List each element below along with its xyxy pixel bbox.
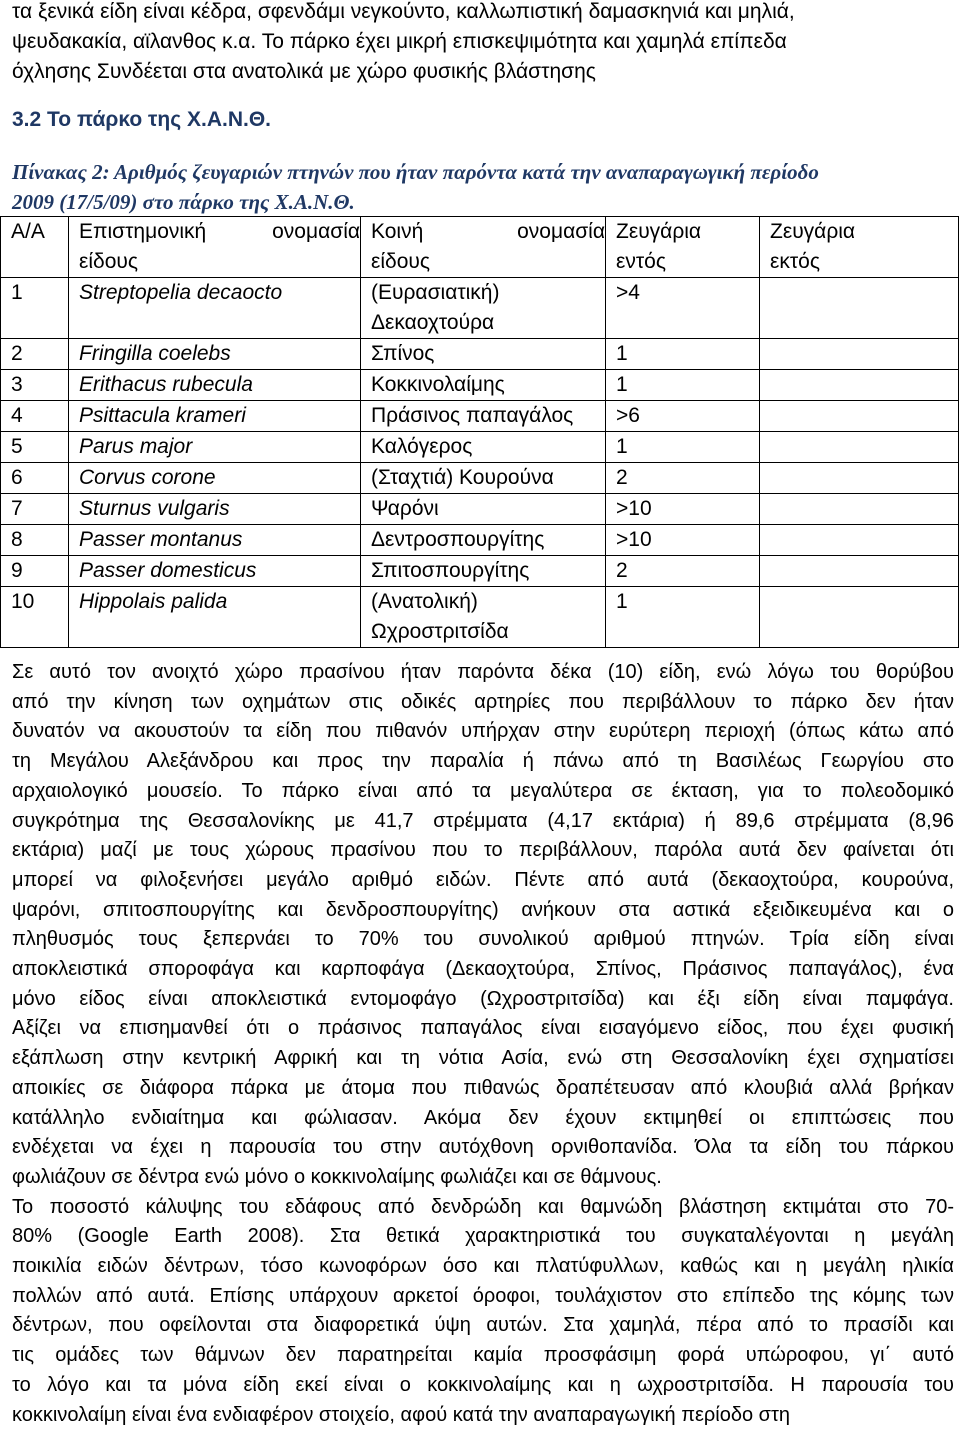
- body-line: ποικιλία ειδών δέντρων, τόσο κωνοφόρων όσο και πλατύφυλλων, καθώς και η μεγάλη ηλικία: [12, 1255, 954, 1278]
- cell-common-name: [361, 401, 606, 432]
- table-row: [1, 401, 959, 432]
- cell-pairs-inside: [606, 278, 760, 339]
- body-line: πληθυσμός τους ξεπερνάει το 70% του συνολικού αριθμού πτηνών. Τρία είδη είναι: [12, 928, 954, 951]
- cell-common-name: [361, 339, 606, 370]
- cell-aa: [1, 432, 69, 463]
- cell-aa: [1, 339, 69, 370]
- body-line: τη Μεγάλου Αλεξάνδρου και προς την παραλία ή πάνω από τη Βασιλέως Γεωργίου στο: [12, 750, 954, 773]
- header-common-line1: Κοινή ονομασία: [371, 220, 605, 243]
- cell-aa: [1, 587, 69, 648]
- cell-scientific-name: [69, 339, 361, 370]
- body-line: κατάλληλο ενδιαίτημα και φώλιασαν. Ακόμα δεν έχουν εκτιμηθεί οι επιπτώσεις που: [12, 1106, 954, 1129]
- cell-scientific-name-text: Corvus corone: [79, 466, 216, 489]
- cell-pairs-inside: [606, 494, 760, 525]
- cell-pairs-outside: [760, 556, 959, 587]
- cell-pairs-inside: [606, 401, 760, 432]
- cell-aa-text: 7: [11, 497, 23, 520]
- cell-common-name-text: Σπιτοσπουργίτης: [371, 559, 530, 582]
- cell-scientific-name: [69, 370, 361, 401]
- cell-scientific-name: [69, 494, 361, 525]
- body-line: από την κίνηση των οχημάτων στις οδικές αρτηρίες που περιβάλλουν το πάρκο δεν ήταν: [12, 690, 954, 713]
- intro-line-2: ψευδακακία, αϊλανθος κ.α. Το πάρκο έχει μικρή επισκεψιμότητα και χαμηλά επίπεδα: [12, 30, 787, 53]
- cell-aa: [1, 370, 69, 401]
- cell-pairs-inside-text: >6: [616, 404, 640, 427]
- table-caption-line-1: Πίνακας 2: Αριθμός ζευγαριών πτηνών που ήταν παρόντα κατά την αναπαραγωγική περίοδο: [12, 160, 819, 184]
- cell-scientific-name: [69, 587, 361, 648]
- body-paragraphs: [12, 658, 954, 1430]
- body-line: ψαρόνι, σπιτοσπουργίτης και δενδροσπουργίτης) ανήκουν στα αστικά εξειδικευμένα και ο: [12, 898, 954, 921]
- body-line: δέντρων, που οφείλονται στα διαφορετικά ύψη αυτών. Στα χαμηλά, πέρα από το πρασίδι και: [12, 1314, 954, 1337]
- body-line: Αξίζει να επισημανθεί ότι ο πράσινος παπαγάλος είναι εισαγόμενο είδος, που έχει φυσική: [12, 1017, 954, 1040]
- body-line: εκτάρια) μαζί με τους χώρους πρασίνου που το περιβάλλουν, παρόλα αυτά δεν φαίνεται ότι: [12, 839, 954, 862]
- cell-pairs-outside: [760, 463, 959, 494]
- table-body: [1, 278, 959, 648]
- cell-scientific-name: [69, 463, 361, 494]
- cell-pairs-outside: [760, 432, 959, 463]
- cell-pairs-outside: [760, 587, 959, 648]
- body-line: 80% (Google Earth 2008). Στα θετικά χαρακτηριστικά του συγκαταλέγονται η μεγάλη: [12, 1225, 954, 1248]
- cell-common-name-text: Κοκκινολαίμης: [371, 373, 505, 396]
- cell-pairs-inside: [606, 525, 760, 556]
- body-line: μόνο είδος είναι αποκλειστικά εντομοφάγο (Ωχροστριτσίδα) και έξι είδη είναι παμφάγα.: [12, 987, 954, 1010]
- body-line: μπορεί να φιλοξενήσει μεγάλο αριθμό ειδών. Πέντε από αυτά (δεκαοχτούρα, κουρούνα,: [12, 868, 954, 891]
- body-line: Σε αυτό τον ανοιχτό χώρο πρασίνου ήταν παρόντα δέκα (10) είδη, ενώ λόγω του θορύβου: [12, 661, 954, 683]
- cell-common-name: [361, 432, 606, 463]
- header-scientific-name: [69, 217, 361, 278]
- cell-pairs-inside: [606, 370, 760, 401]
- cell-scientific-name-text: Psittacula krameri: [79, 404, 246, 427]
- cell-common-name-text: Καλόγερος: [371, 435, 473, 458]
- cell-aa-text: 2: [11, 342, 23, 365]
- body-line: φωλιάζουν σε δέντρα ενώ μόνο ο κοκκινολαίμης φωλιάζει και σε θάμνους.: [12, 1165, 662, 1188]
- body-line: τις ομάδες των θάμνων δεν παρατηρείται καμία προσφάσιμη φορά υπώροφου, γι΄ αυτό: [12, 1344, 954, 1367]
- cell-aa-text: 5: [11, 435, 23, 458]
- table-header-row: [1, 217, 959, 278]
- bird-pairs-table: [0, 216, 959, 648]
- header-outside-line2: εκτός: [770, 250, 820, 273]
- cell-common-name: [361, 278, 606, 339]
- cell-scientific-name-text: Passer montanus: [79, 528, 243, 551]
- cell-pairs-outside: [760, 278, 959, 339]
- cell-common-name-text: (Ευρασιατική): [371, 281, 500, 304]
- cell-pairs-inside: [606, 463, 760, 494]
- cell-common-name-text: Δεντροσπουργίτης: [371, 528, 545, 551]
- cell-pairs-inside-text: 2: [616, 466, 628, 489]
- cell-common-name-text: (Ανατολική): [371, 590, 478, 613]
- body-line: αποκλειστικά σποροφάγα και καρποφάγα (Δεκαοχτούρα, Σπίνος, Πράσινος παπαγάλος), ένα: [12, 958, 954, 981]
- cell-aa: [1, 278, 69, 339]
- cell-pairs-inside-text: 1: [616, 435, 628, 458]
- cell-common-name-line2: Ωχροστριτσίδα: [371, 620, 509, 643]
- cell-scientific-name-text: Fringilla coelebs: [79, 342, 231, 365]
- cell-common-name: [361, 556, 606, 587]
- cell-pairs-outside: [760, 401, 959, 432]
- cell-scientific-name: [69, 432, 361, 463]
- cell-aa: [1, 463, 69, 494]
- intro-line-1: τα ξενικά είδη είναι κέδρα, σφενδάμι νεγκούντο, καλλωπιστική δαμασκηνιά και μηλιά,: [12, 0, 795, 23]
- cell-common-name-text: Σπίνος: [371, 342, 435, 365]
- body-line: αρχαιολογικό μουσείο. Το πάρκο είναι από τα μεγαλύτερα σε έκταση, για το πολεοδομικό: [12, 779, 954, 802]
- table-row: [1, 494, 959, 525]
- header-scientific-line1: Επιστημονική ονομασία: [79, 220, 360, 243]
- cell-common-name: [361, 494, 606, 525]
- cell-aa: [1, 401, 69, 432]
- body-line: πολλών από αυτά. Επίσης υπάρχουν αρκετοί όροφοι, τουλάχιστον στο επίπεδο της κόμης των: [12, 1284, 954, 1307]
- cell-pairs-inside-text: 2: [616, 559, 628, 582]
- cell-common-name-text: (Σταχτιά) Κουρούνα: [371, 466, 554, 489]
- body-line: δυνατόν να ακουστούν τα είδη που πιθανόν υπήρχαν στην ευρύτερη περιοχή (όπως κάτω από: [12, 720, 954, 743]
- cell-aa-text: 10: [11, 590, 35, 613]
- cell-common-name-text: Ψαρόνι: [371, 497, 439, 520]
- cell-pairs-inside-text: >10: [616, 497, 652, 520]
- cell-common-name: [361, 463, 606, 494]
- header-inside-line2: εντός: [616, 250, 666, 273]
- cell-pairs-inside-text: 1: [616, 342, 628, 365]
- cell-scientific-name-text: Streptopelia decaocto: [79, 281, 283, 304]
- cell-pairs-inside-text: >4: [616, 281, 640, 304]
- cell-aa-text: 4: [11, 404, 23, 427]
- cell-pairs-inside-text: 1: [616, 373, 628, 396]
- cell-pairs-outside: [760, 525, 959, 556]
- cell-aa-text: 9: [11, 559, 23, 582]
- section-heading: 3.2 Το πάρκο της Χ.Α.Ν.Θ.: [12, 108, 271, 131]
- cell-scientific-name-text: Parus major: [79, 435, 193, 458]
- body-line: εξάπλωση στην κεντρική Αφρική και τη νότια Ασία, ενώ στη Θεσσαλονίκη έχει σχηματίσει: [12, 1047, 954, 1070]
- body-line: το λόγο και τα μόνα είδη εκεί είναι ο κοκκινολαίμης και η ωχροστριτσίδα. Η παρουσία του: [12, 1373, 954, 1396]
- table-row: [1, 556, 959, 587]
- body-line: συγκρότημα της Θεσσαλονίκης με 41,7 στρέμματα (4,17 εκτάρια) ή 89,6 στρέμματα (8,96: [12, 809, 954, 832]
- cell-common-name: [361, 370, 606, 401]
- cell-scientific-name-text: Sturnus vulgaris: [79, 497, 230, 520]
- header-common-line2: είδους: [371, 250, 431, 273]
- body-line: ενδέχεται να έχει η παρουσία του στην αυτόχθονη ορνιθοπανίδα. Όλα τα είδη του πάρκου: [12, 1136, 954, 1159]
- header-outside-line1: Ζευγάρια: [770, 220, 856, 243]
- table-row: [1, 278, 959, 339]
- cell-scientific-name-text: Erithacus rubecula: [79, 373, 253, 396]
- header-pairs-inside: [606, 217, 760, 278]
- cell-aa-text: 1: [11, 281, 23, 304]
- cell-scientific-name: [69, 401, 361, 432]
- body-line: αποικίες σε διάφορα πάρκα με άτομα που πιθανώς δραπέτευσαν από κλουβιά αλλά βρήκαν: [12, 1076, 954, 1099]
- cell-scientific-name-text: Hippolais palida: [79, 590, 228, 613]
- cell-scientific-name-text: Passer domesticus: [79, 559, 257, 582]
- cell-scientific-name: [69, 278, 361, 339]
- cell-pairs-inside: [606, 339, 760, 370]
- cell-aa: [1, 556, 69, 587]
- cell-common-name: [361, 525, 606, 556]
- cell-aa-text: 8: [11, 528, 23, 551]
- table-row: [1, 463, 959, 494]
- cell-scientific-name: [69, 556, 361, 587]
- header-aa: Α/Α: [1, 217, 69, 278]
- cell-pairs-outside: [760, 494, 959, 525]
- table-row: [1, 587, 959, 648]
- cell-pairs-inside-text: >10: [616, 528, 652, 551]
- cell-common-name: [361, 587, 606, 648]
- cell-pairs-inside: [606, 587, 760, 648]
- body-line: κοκκινολαίμη είναι ένα ενδιαφέρον στοιχείο, αφού κατά την αναπαραγωγική περίοδο στη: [12, 1403, 791, 1426]
- table-row: [1, 370, 959, 401]
- header-pairs-outside: [760, 217, 959, 278]
- cell-common-name-text: Πράσινος παπαγάλος: [371, 404, 574, 427]
- cell-pairs-inside: [606, 556, 760, 587]
- cell-common-name-line2: Δεκαοχτούρα: [371, 311, 495, 334]
- header-scientific-line2: είδους: [79, 250, 139, 273]
- intro-line-3: όχλησης Συνδέεται στα ανατολικά με χώρο φυσικής βλάστησης: [12, 60, 596, 83]
- cell-pairs-outside: [760, 370, 959, 401]
- cell-pairs-inside: [606, 432, 760, 463]
- table-row: [1, 525, 959, 556]
- cell-aa-text: 6: [11, 466, 23, 489]
- table-caption-line-2: 2009 (17/5/09) στο πάρκο της Χ.Α.Ν.Θ.: [12, 190, 355, 214]
- cell-pairs-inside-text: 1: [616, 590, 628, 613]
- header-common-name: [361, 217, 606, 278]
- table-row: [1, 339, 959, 370]
- header-inside-line1: Ζευγάρια: [616, 220, 702, 243]
- cell-scientific-name: [69, 525, 361, 556]
- body-line: Το ποσοστό κάλυψης του εδάφους από δενδρώδη και θαμνώδη βλάστηση εκτιμάται στο 70-: [12, 1195, 954, 1218]
- table-row: [1, 432, 959, 463]
- cell-aa: [1, 494, 69, 525]
- cell-aa-text: 3: [11, 373, 23, 396]
- cell-pairs-outside: [760, 339, 959, 370]
- cell-aa: [1, 525, 69, 556]
